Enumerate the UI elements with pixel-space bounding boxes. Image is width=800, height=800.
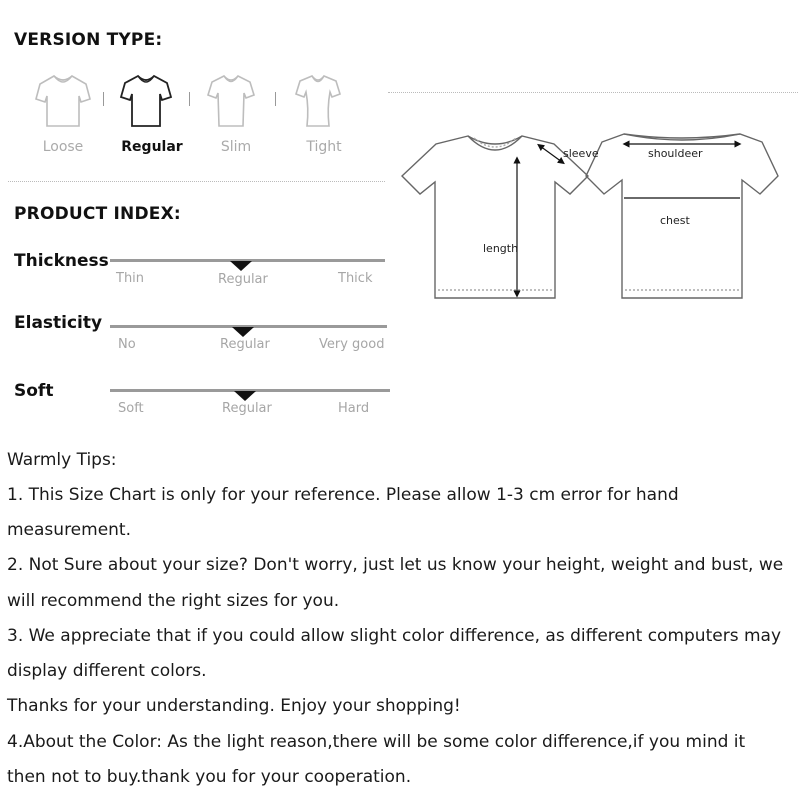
elasticity-mid-label: Regular: [220, 337, 270, 352]
thickness-marker: [230, 261, 252, 271]
chest-label: chest: [660, 214, 690, 227]
length-label: length: [483, 242, 519, 255]
thickness-low-label: Thin: [116, 271, 145, 286]
soft-mid-label: Regular: [222, 401, 272, 416]
version-label-tight: Tight: [306, 139, 342, 155]
elasticity-low-label: No: [118, 337, 136, 352]
sleeve-label: sleeve: [563, 147, 599, 160]
tip-line: display different colors.: [7, 661, 207, 681]
soft-marker: [234, 391, 256, 401]
index-name-elasticity: Elasticity: [14, 313, 103, 333]
tip-line: then not to buy.thank you for your cooperation.: [7, 767, 412, 787]
thickness-high-label: Thick: [338, 271, 373, 286]
regular-tshirt-icon: [118, 72, 174, 130]
elasticity-marker: [232, 327, 254, 337]
version-label-regular: Regular: [121, 139, 183, 155]
version-label-slim: Slim: [220, 139, 252, 155]
section-divider: [8, 181, 385, 182]
tip-line: will recommend the right sizes for you.: [7, 591, 340, 611]
tip-line: Thanks for your understanding. Enjoy your shopping!: [7, 696, 461, 716]
tips-heading: Warmly Tips:: [7, 450, 117, 470]
version-separator: [103, 92, 104, 106]
thickness-mid-label: Regular: [218, 272, 268, 287]
soft-low-label: Soft: [118, 401, 144, 416]
tip-line: 1. This Size Chart is only for your reference. Please allow 1-3 cm error for hand: [7, 485, 679, 505]
diagram-divider: [388, 92, 798, 93]
tip-line: 4.About the Color: As the light reason,there will be some color difference,if you mind it: [7, 732, 746, 752]
elasticity-high-label: Very good: [319, 337, 385, 352]
version-label-loose: Loose: [42, 139, 84, 155]
index-name-soft: Soft: [14, 381, 54, 401]
product-index-title: PRODUCT INDEX:: [14, 204, 181, 224]
tip-line: 3. We appreciate that if you could allow slight color difference, as different computers may: [7, 626, 781, 646]
version-separator: [275, 92, 276, 106]
shoulder-label: shouldeer: [648, 147, 703, 160]
index-name-thickness: Thickness: [14, 251, 109, 271]
slim-tshirt-icon: [203, 72, 259, 130]
tight-tshirt-icon: [290, 72, 346, 130]
loose-tshirt-icon: [35, 72, 91, 130]
version-separator: [189, 92, 190, 106]
version-type-title: VERSION TYPE:: [14, 30, 163, 50]
soft-high-label: Hard: [338, 401, 370, 416]
tip-line: measurement.: [7, 520, 132, 540]
tip-line: 2. Not Sure about your size? Don't worry, just let us know your height, weight and bust, we: [7, 555, 784, 575]
